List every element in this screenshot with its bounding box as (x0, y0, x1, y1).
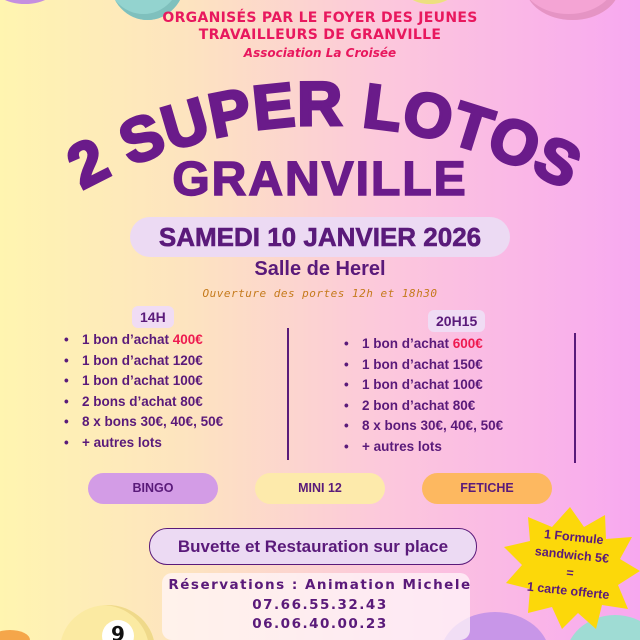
game-badge-bingo: BINGO (88, 473, 218, 504)
organizer-text (0, 10, 640, 44)
phone-number-2[interactable]: 06.06.40.00.23 (252, 616, 388, 632)
prize-highlight: 600€ (452, 336, 483, 351)
association-name: Association La Croisée (243, 46, 397, 60)
buvette-banner: Buvette et Restauration sur place (149, 528, 477, 565)
lotto-ball-number-icon: 9 (102, 620, 134, 640)
session-time-afternoon: 14H (132, 306, 174, 328)
promo-line-1: 1 Formule (543, 527, 605, 548)
prize-item: • 1 bon d’achat 150€ (344, 355, 503, 376)
session-time-evening: 20H15 (428, 310, 485, 332)
bullet-icon: • (64, 332, 69, 347)
prize-item: • 1 bon d’achat 100€ (344, 375, 503, 396)
prize-item: • + autres lots (64, 433, 223, 454)
bullet-icon: • (64, 393, 69, 409)
promo-line-3: = (565, 565, 575, 581)
bullet-icon: • (344, 377, 349, 392)
divider-line (287, 328, 289, 460)
promo-line-2: sandwich 5€ (534, 544, 610, 566)
prize-item: • 1 bon d’achat 600€ (344, 334, 503, 355)
prize-item: • 2 bons d’achat 80€ (64, 392, 223, 413)
organizer-line-2: TRAVAILLEURS DE GRANVILLE (198, 27, 442, 43)
game-badge-fetiche: FETICHE (422, 473, 552, 504)
prize-item: • 1 bon d’achat 400€ (64, 330, 223, 351)
bullet-icon: • (64, 434, 69, 450)
prize-item: • 1 bon d’achat 120€ (64, 351, 223, 372)
bullet-icon: • (344, 438, 349, 454)
organizer-line-1: ORGANISÉS PAR LE FOYER DES JEUNES (162, 10, 478, 26)
phone-number-1[interactable]: 07.66.55.32.43 (252, 597, 388, 613)
bullet-icon: • (344, 356, 349, 372)
divider-line (574, 333, 576, 463)
bullet-icon: • (344, 397, 349, 413)
bullet-icon: • (64, 373, 69, 388)
bullet-icon: • (64, 414, 69, 429)
bullet-icon: • (64, 352, 69, 368)
bullet-icon: • (344, 336, 349, 351)
prize-item: • 1 bon d’achat 100€ (64, 371, 223, 392)
decor-ball-purple (0, 0, 60, 4)
event-venue: Salle de Herel (254, 258, 386, 280)
prize-item: • 8 x bons 30€, 40€, 50€ (344, 416, 503, 437)
decor-ball-yellow (400, 0, 460, 4)
event-date: SAMEDI 10 JANVIER 2026 (130, 217, 510, 257)
doors-opening: Ouverture des portes 12h et 18h30 (202, 287, 438, 300)
prize-list-afternoon (64, 330, 223, 453)
prize-list-evening (344, 334, 503, 457)
promo-text (513, 522, 630, 605)
promo-line-4: 1 carte offerte (526, 579, 611, 603)
prize-item: • + autres lots (344, 437, 503, 458)
prize-highlight: 400€ (172, 332, 203, 347)
main-title: 2 SUPER LOTOS (57, 69, 592, 203)
city-title: GRANVILLE (172, 153, 468, 206)
bullet-icon: • (344, 418, 349, 433)
game-badge-mini12: MINI 12 (255, 473, 385, 504)
prize-item: • 8 x bons 30€, 40€, 50€ (64, 412, 223, 433)
reservations-title: Réservations : Animation Michele (168, 577, 472, 593)
prize-item: • 2 bon d’achat 80€ (344, 396, 503, 417)
